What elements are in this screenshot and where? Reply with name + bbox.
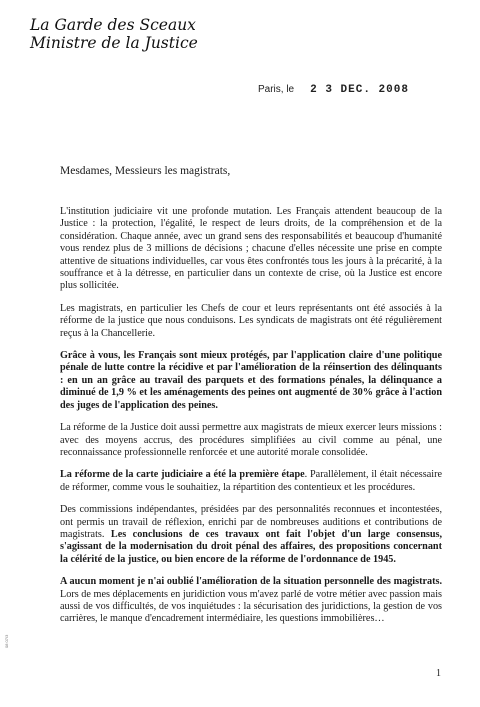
paragraph-5 — [60, 469, 442, 494]
salutation: Mesdames, Messieurs les magistrats, — [60, 165, 231, 177]
letter-body — [60, 206, 442, 636]
paragraph-7 — [60, 576, 442, 626]
letterhead-title: La Garde des Sceaux — [30, 16, 196, 34]
paragraph-6-bold: Les conclusions de ces travaux ont fait l'objet d'un large consensus, s'agissant de la modernisation du droit pénal des affaires, des propositions concernant la célérité de la justice, ou bien encore de la réforme de l'ordonnance de 1945. — [60, 528, 442, 565]
date-line — [258, 84, 409, 96]
letterhead — [30, 16, 198, 52]
paragraph-6-text: Des commissions indépendantes, présidées par des personnalités reconnues et incontestées, ont permis un travail de réflexion, enrichi par de nombreuses auditions et contributions de magistrats. — [60, 504, 442, 540]
paragraph-1: L'institution judiciaire vit une profonde mutation. Les Français attendent beaucoup de la Justice : la protection, l'égalité, le respect de leurs droits, de la compréhension et de la considération. Chaque année, avec un grand sens des responsabilités et beaucoup d'humanité vous rendez plus de 3 millions de décisions ; chacune d'elles nécessite une prise en compte attentive de situations individuelles, car vous êtes confrontés tous les jours à la précarité, à la souffrance et à la détresse, en particulier dans un contexte de crise, où la Justice est encore plus sollicitée. — [60, 206, 442, 292]
side-reference: 08 07/3 — [4, 634, 9, 648]
paragraph-2: Les magistrats, en particulier les Chefs de cour et leurs représentants ont été associés à la réforme de la justice que nous conduisons. Les syndicats de magistrats ont été régulièrement reçus à la Chancellerie. — [60, 302, 442, 339]
paragraph-7-text: Lors de mes déplacements en juridiction vous m'avez parlé de votre métier avec passion mais aussi de vos difficultés, de vos inquiétudes : la sécurisation des juridictions, la gestion de vos carrières, le manque d'encadrement intermédiaire, les questions immobilières… — [60, 588, 442, 625]
paragraph-5-text: . Parallèlement, il était nécessaire de réformer, comme vous le souhaitiez, la répartition des contentieux et les procédures. — [60, 469, 442, 493]
letterhead-subtitle: Ministre de la Justice — [30, 34, 198, 52]
paragraph-7-bold: A aucun moment je n'ai oublié l'amélioration de la situation personnelle des magistrats. — [60, 576, 442, 588]
paragraph-6 — [60, 504, 442, 566]
paragraph-4: La réforme de la Justice doit aussi permettre aux magistrats de mieux exercer leurs missions : avec des moyens accrus, des procédures simplifiées au civil comme au pénal, une reconnaissance professionnelle renforcée et une autorité morale consolidée. — [60, 422, 442, 458]
paragraph-5-bold: La réforme de la carte judiciaire a été la première étape — [60, 469, 305, 481]
date-stamp: 2 3 DEC. 2008 — [310, 84, 409, 96]
page-number: 1 — [436, 668, 441, 679]
paragraph-3-bold: Grâce à vous, les Français sont mieux protégés, par l'application claire d'une politique pénale de lutte contre la récidive et par l'amélioration de la réinsertion des délinquants : en un an grâce au travail des parquets et des formations pénales, la délinquance a diminué de 1,9 % et les aménagements des peines ont augmenté de 30% grâce à l'action des juges de l'application des peines. — [60, 350, 442, 411]
date-place: Paris, le — [258, 84, 295, 95]
paragraph-3 — [60, 350, 442, 412]
